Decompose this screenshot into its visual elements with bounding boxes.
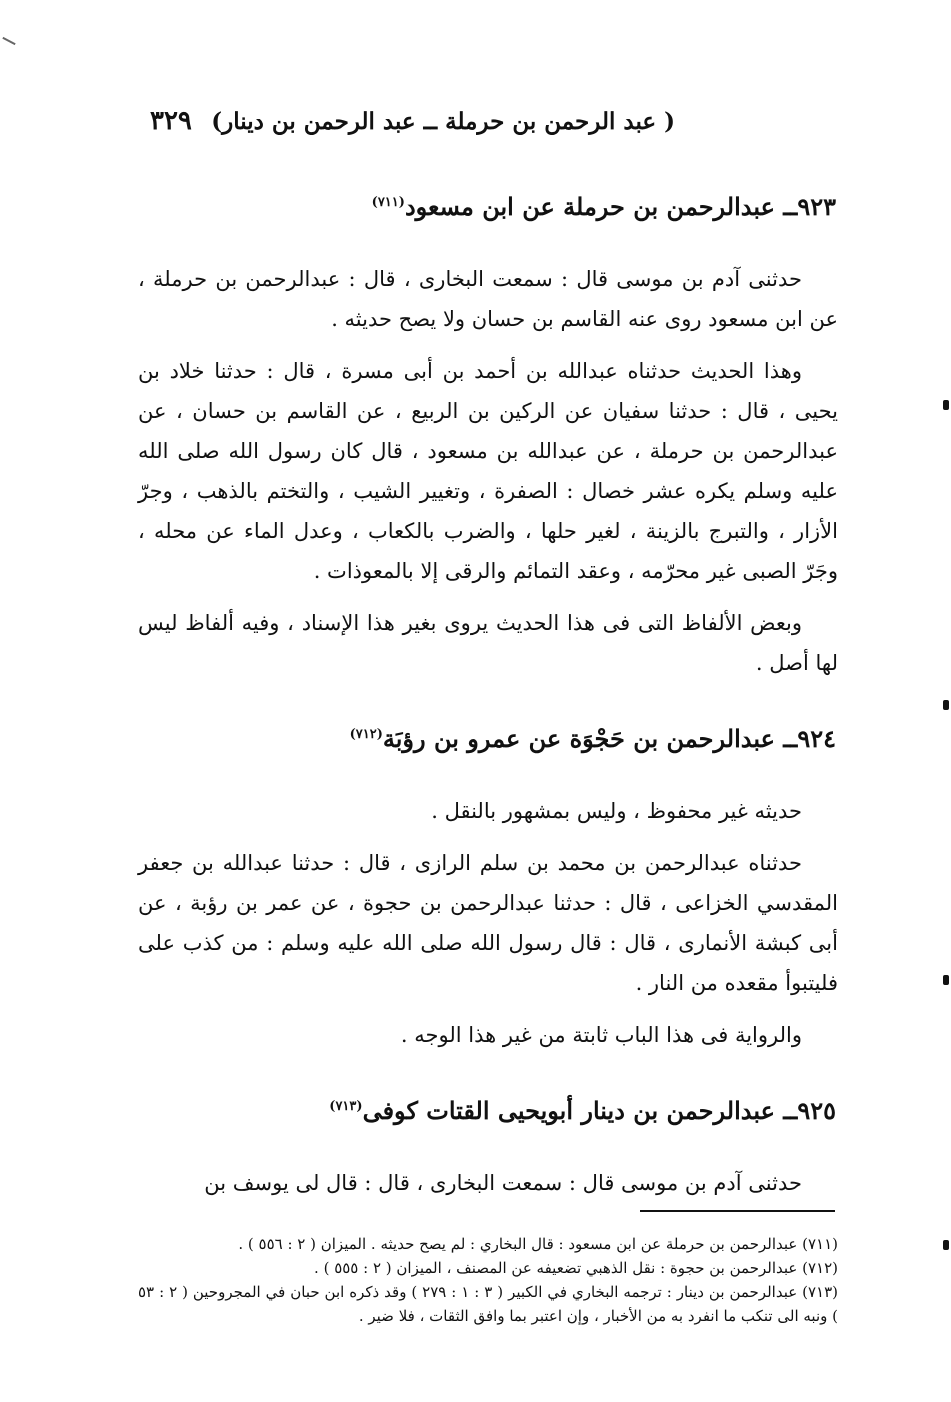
page-header [140,100,840,150]
footnote-713: (٧١٣) عبدالرحمن بن دينار : ترجمه البخاري في الكبير ( ٣ : ١ : ٢٧٩ ) وقد ذكره ابن حبان في المجروحين ( ٢ : ٥٣ ) ونبه الى تنكب ما انفرد به من الأخبار ، وإن اعتبر بما وافق الثقات ، فلا ضير . [138,1283,838,1325]
page-number: ٣٢٩ [150,106,192,136]
entry-title-text: ٩٢٤ــ عبدالرحمن بن حَجْوَة عن عمرو بن رؤبَة [382,724,836,753]
margin-mark [943,400,949,410]
footnotes [138,1232,838,1328]
entry-title-924 [138,717,838,761]
footnote-ref: (٧١٢) [349,727,383,742]
footnote-ref: (٧١١) [371,195,405,210]
paragraph: حدثنى آدم بن موسى قال : سمعت البخارى ، قال : عبدالرحمن بن حرملة ، عن ابن مسعود روى عنه القاسم بن حسان ولا يصح حديثه . [138,267,838,331]
paragraph: حدثناه عبدالرحمن بن محمد بن سلم الرازى ، قال : حدثنا عبدالله بن جعفر المقدسي الخزاعى ، قال : حدثنا عبدالرحمن بن حجوة ، عن عمر بن رؤبة ، عن أبى كبشة الأنمارى ، قال : قال رسول الله صلى الله عليه وسلم : من كذب على فليتبوأ مقعده من النار . [138,851,838,995]
footnote-711: (٧١١) عبدالرحمن بن حرملة عن ابن مسعود : قال البخاري : لم يصح حديثه . الميزان ( ٢ : ٥٥٦ ) . [238,1235,838,1253]
margin-mark [943,700,949,710]
main-text [138,185,838,1215]
running-title: ( عبد الرحمن بن حرملة ــ عبد الرحمن بن دينار) [211,108,675,135]
entry-title-923 [138,185,838,229]
entry-title-text: ٩٢٣ــ عبدالرحمن بن حرملة عن ابن مسعود [404,192,836,221]
paragraph: وهذا الحديث حدثناه عبدالله بن أحمد بن أبى مسرة ، قال : حدثنا خلاد بن يحيى ، قال : حدثنا سفيان عن الركين بن الربيع ، عن القاسم بن حسان ، عن عبدالرحمن بن حرملة ، عن عبدالله بن مسعود ، قال كان رسول الله صلى الله عليه وسلم يكره عشر خصال : الصفرة ، وتغيير الشيب ، والتختم بالذهب ، وجرّ الأزار ، والتبرج بالزينة ، لغير حلها ، والضرب بالكعاب ، وعدل الماء عن محله ، وجَرّ الصبى غير محرّمه ، وعقد التمائم والرقى إلا بالمعوذات . [138,359,838,583]
footnote-712: (٧١٢) عبدالرحمن بن حجوة : نقل الذهبي تضعيفه عن المصنف ، الميزان ( ٢ : ٥٥٥ ) . [314,1259,838,1277]
scan-corner-mark [2,37,15,45]
entry-title-text: ٩٢٥ــ عبدالرحمن بن دينار أبويحيى القتات كوفى [362,1096,836,1125]
margin-mark [943,1240,949,1250]
paragraph: حديثه غير محفوظ ، وليس بمشهور بالنقل . [431,799,802,823]
paragraph: وبعض الألفاظ التى فى هذا الحديث يروى بغير هذا الإسناد ، وفيه ألفاظ ليس لها أصل . [138,611,838,675]
margin-mark [943,975,949,985]
paragraph: حدثنى آدم بن موسى قال : سمعت البخارى ، قال : قال لى يوسف بن [204,1171,802,1195]
paragraph: والرواية فى هذا الباب ثابتة من غير هذا الوجه . [400,1023,802,1047]
footnote-separator [640,1210,835,1212]
footnote-ref: (٧١٣) [329,1099,363,1114]
entry-title-925 [138,1089,838,1133]
